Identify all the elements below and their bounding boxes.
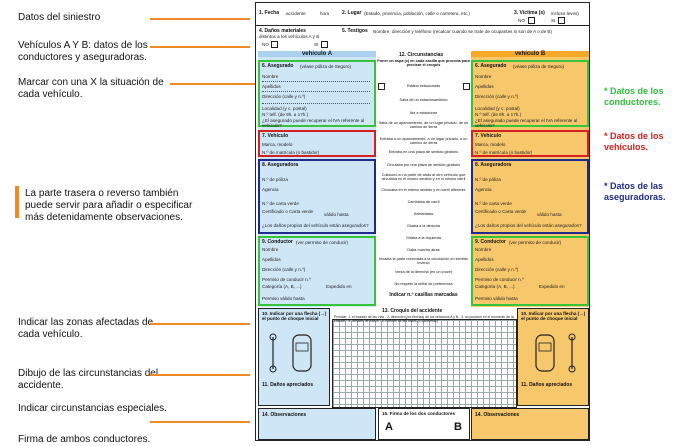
a-nombre-line[interactable] — [262, 81, 370, 82]
a-matricula: N.º de matrícula (o bastidor) — [262, 150, 320, 155]
field-fecha-label: 1. Fecha — [259, 10, 280, 16]
annotation-arrow — [150, 46, 250, 48]
casillas-marcadas: Indicar n.º casillas marcadas — [389, 292, 458, 298]
b-carta: N.º de carta verde — [475, 201, 512, 206]
b-c-categoria: Categoría (A, B, ...) — [475, 284, 515, 289]
circumstance-3: Iba a estacionar — [409, 111, 438, 115]
circumstance-5: Entraba a un aparcamiento, a un lugar privado, a un camino de tierra — [379, 137, 468, 146]
annotation-zonas: Indicar las zonas afectadas de cada vehículo. — [18, 317, 154, 340]
b-marca: Marca, modelo — [475, 142, 506, 147]
annotation-arrow — [150, 323, 250, 325]
a-marca: Marca, modelo — [262, 142, 293, 147]
firma-box[interactable] — [378, 408, 470, 440]
b-certificado: Certificado o Carta verde — [475, 209, 527, 214]
field-lugar-label: 2. Lugar — [342, 10, 362, 16]
b-apellidos: Apellidos — [475, 84, 494, 89]
legend-conductores: * Datos de los conductores. — [604, 86, 664, 107]
b-valido: válido hasta — [537, 212, 562, 217]
circumstance-14: Daba marcha atrás — [407, 248, 440, 252]
vehiculo-a-title: 7. Vehículo — [262, 133, 289, 139]
circumstance-10: Cambiaba de carril — [407, 200, 440, 204]
observaciones-a-box[interactable] — [258, 408, 376, 440]
b-c-permiso-valido: Permiso válido hasta — [475, 296, 518, 301]
observaciones-a-title: 14. Observaciones — [262, 412, 307, 418]
a-direccion: Dirección (calle y n.º) — [262, 94, 306, 99]
annotation-reverso-marker — [15, 186, 19, 218]
car-diagram-b-icon[interactable] — [522, 329, 584, 379]
b-direccion: Dirección (calle y n.º) — [475, 94, 519, 99]
circumstance-8: Colisionó en la parte de atrás al otro vehículo que circulaba en el mismo sentido y en el mismo carril — [381, 173, 466, 182]
a-c-permiso-valido: Permiso válido hasta — [262, 296, 305, 301]
a-certificado: Certificado o Carta verde — [262, 209, 314, 214]
asegurado-a-title: 6. Asegurado — [262, 63, 294, 69]
circumstance-17: No respetó la señal de preferencia — [394, 282, 453, 286]
a-telefono: N.º telf. (de 9h. a 17h.) — [262, 112, 309, 117]
a-c-apellidos: Apellidos — [262, 257, 281, 262]
b-danos: ¿Los daños propios del vehículo están asegurados? — [475, 223, 582, 228]
conductor-a-sub: (ver permiso de conducir) — [296, 240, 349, 245]
asegurado-b-title: 6. Asegurado — [475, 63, 507, 69]
impact-b-box — [517, 308, 589, 406]
car-diagram-a-icon[interactable] — [263, 329, 325, 379]
vehicle-a-column — [258, 51, 376, 307]
a-carta: N.º de carta verde — [262, 201, 299, 206]
annotation-datos-siniestro: Datos del siniestro — [18, 12, 101, 23]
impact-a-title: 10. Indicar por una flecha (→) el punto de choque inicial — [262, 311, 327, 321]
annotation-arrow — [150, 18, 250, 20]
aseguradora-a-title: 8. Aseguradora — [262, 162, 299, 168]
danos-no-checkbox[interactable] — [271, 41, 278, 48]
circumstance-12: Giraba a la derecha — [406, 224, 441, 228]
circumstances-sub: Poner un aspa (x) en cada casilla que proceda para precisar el croquis — [377, 59, 470, 68]
a-apellidos-line[interactable] — [262, 91, 370, 92]
circumstance-9: Circulaba en el mismo sentido y en carril diferente — [381, 188, 466, 192]
danos-si-checkbox[interactable] — [321, 41, 328, 48]
annotation-arrow — [150, 374, 250, 376]
a-nombre: Nombre — [262, 74, 279, 79]
observaciones-b-title: 14. Observaciones — [475, 412, 520, 418]
circumstances-title: 12. Circunstancias — [399, 52, 444, 58]
circumstance-1: Estaba estacionado — [406, 84, 441, 88]
circ-b-checkbox[interactable] — [463, 83, 470, 90]
victimas-si-checkbox[interactable] — [558, 17, 565, 24]
field-danos-label: 4. Daños materiales — [259, 28, 306, 34]
a-poliza: N.º de póliza — [262, 177, 288, 182]
b-iva: ¿El asegurado puede recuperar el IVA referente al vehículo? — [475, 118, 578, 128]
circumstance-4: Salía de un aparcamiento, de un lugar privado, de un camino de tierra — [378, 121, 469, 130]
a-c-permiso: Permiso de conducir n.º — [262, 277, 311, 282]
divider — [256, 25, 589, 26]
a-apellidos: Apellidos — [262, 84, 281, 89]
a-agencia: Agencia — [262, 187, 279, 192]
victimas-si: SI — [551, 18, 556, 23]
a-c-expedido: Expedido en — [326, 284, 352, 289]
circumstance-7: Circulaba por una plaza de sentido giratorio — [386, 163, 461, 167]
danos-no: NO — [262, 42, 269, 47]
a-iva: ¿El asegurado puede recuperar el IVA referente al vehículo? — [262, 118, 365, 128]
b-telefono: N.º telf. (de 9h. a 17h.) — [475, 112, 522, 117]
annotation-vehiculos: Vehículos A Y B: datos de los conductores y aseguradoras. — [18, 40, 148, 63]
b-c-permiso: Permiso de conducir n.º — [475, 277, 524, 282]
asegurado-a-sub: (véase póliza de Seguro) — [300, 64, 352, 69]
a-localidad: Localidad (y c. postal) — [262, 106, 307, 111]
aseguradora-b-title: 8. Aseguradora — [475, 162, 512, 168]
field-danos-sub: distintos a los vehículos A y B — [259, 34, 320, 39]
impact-b-title: 10. Indicar por una flecha (→) el punto de choque inicial — [521, 311, 586, 321]
circumstance-13: Giraba a la izquierda — [405, 236, 442, 240]
vehicle-b-column — [471, 51, 589, 307]
a-valido: válido hasta — [324, 212, 349, 217]
vehiculo-b-title: 7. Vehículo — [475, 133, 502, 139]
annotation-reverso: La parte trasera o reverso también puede servir para añadir o especificar más detenidamente observaciones. — [25, 188, 193, 223]
b-poliza: N.º de póliza — [475, 177, 501, 182]
firma-a-label: A — [385, 421, 393, 433]
vehicle-b-header: vehículo B — [471, 51, 589, 57]
annotation-arrow — [150, 421, 250, 423]
b-localidad: Localidad (y c. postal) — [475, 106, 520, 111]
firma-title: 15. Firma de los dos conductores — [382, 411, 456, 416]
victimas-no: NO — [518, 18, 525, 23]
circumstance-15: Invadía la parte reservada a la circulación en sentido inverso — [379, 257, 468, 266]
field-victimas-label: 3. Víctima (s) — [514, 10, 545, 16]
b-c-expedido: Expedido en — [539, 284, 565, 289]
field-testigos-sub: Nombre, dirección y teléfono (recalcar cuando se trate de ocupantes si son de A o de B) — [373, 29, 553, 34]
circumstance-16: Venía de la derecha (en un cruce) — [394, 270, 453, 274]
accident-report-form — [255, 2, 590, 441]
impact-a-box — [258, 308, 330, 406]
field-fecha-sub: accidente — [286, 11, 306, 16]
a-c-nombre: Nombre — [262, 247, 279, 252]
b-c-direccion: Dirección (calle y n.º) — [475, 267, 519, 272]
circumstances-column — [377, 51, 470, 307]
a-direccion-line[interactable] — [262, 103, 370, 104]
b-c-nombre: Nombre — [475, 247, 492, 252]
danos-si: SI — [314, 42, 319, 47]
victimas-no-checkbox[interactable] — [528, 17, 535, 24]
firma-b-label: B — [454, 421, 462, 433]
field-hora-sub: hora — [320, 11, 330, 16]
field-testigos-label: 5. Testigos — [342, 28, 368, 34]
a-c-direccion: Dirección (calle y n.º) — [262, 267, 306, 272]
a-danos: ¿Los daños propios del vehículo están asegurados? — [262, 223, 369, 228]
croquis-sub: Precisar: 1. el trazado de las vías - 2. dirección (por flechas) de los vehículos A y B - 3. su posición en el momento de la colisión - 4. señales de tráfico - 5. nombre de las calles (o carreteras) — [334, 315, 514, 323]
annotation-marcar: Marcar con una X la situación de cada vehículo. — [18, 77, 164, 100]
b-matricula: N.º de matrícula (o bastidor) — [475, 150, 533, 155]
observaciones-b-box[interactable] — [471, 408, 589, 440]
danos-apreciados-a: 11. Daños apreciados — [262, 382, 314, 388]
danos-apreciados-b: 11. Daños apreciados — [521, 382, 573, 388]
conductor-a-title: 9. Conductor — [262, 239, 293, 245]
conductor-b-title: 9. Conductor — [475, 239, 506, 245]
b-c-apellidos: Apellidos — [475, 257, 494, 262]
annotation-dibujo: Dibujo de las circunstancias del accidente. — [18, 368, 159, 391]
croquis-title: 13. Croquis del accidente — [382, 308, 443, 314]
annotation-circunstancias: Indicar circunstancias especiales. — [18, 403, 167, 414]
asegurado-b-sub: (véase póliza de Seguro) — [513, 64, 565, 69]
field-lugar-sub: (Estado, provincia, población, calle o carretera, etc.) — [364, 11, 470, 16]
annotation-firma: Firma de ambos conductores. — [18, 434, 151, 445]
legend-aseguradoras: * Datos de las aseguradoras. — [604, 181, 666, 202]
circumstance-11: Adelantaba — [413, 212, 434, 216]
vehicle-a-header: vehículo A — [258, 51, 376, 57]
a-c-categoria: Categoría (A, B, ...) — [262, 284, 302, 289]
field-victimas-sub: incluso leves) — [551, 11, 579, 16]
conductor-b-sub: (ver permiso de conducir) — [509, 240, 562, 245]
circumstance-2: Salía de un estacionamiento — [399, 98, 448, 102]
croquis-grid[interactable] — [332, 319, 517, 408]
circumstance-6: Entraba en una plaza de sentido giratorio — [388, 150, 459, 154]
b-agencia: Agencia — [475, 187, 492, 192]
b-nombre: Nombre — [475, 74, 492, 79]
legend-vehiculos: * Datos de los vehículos. — [604, 131, 664, 152]
